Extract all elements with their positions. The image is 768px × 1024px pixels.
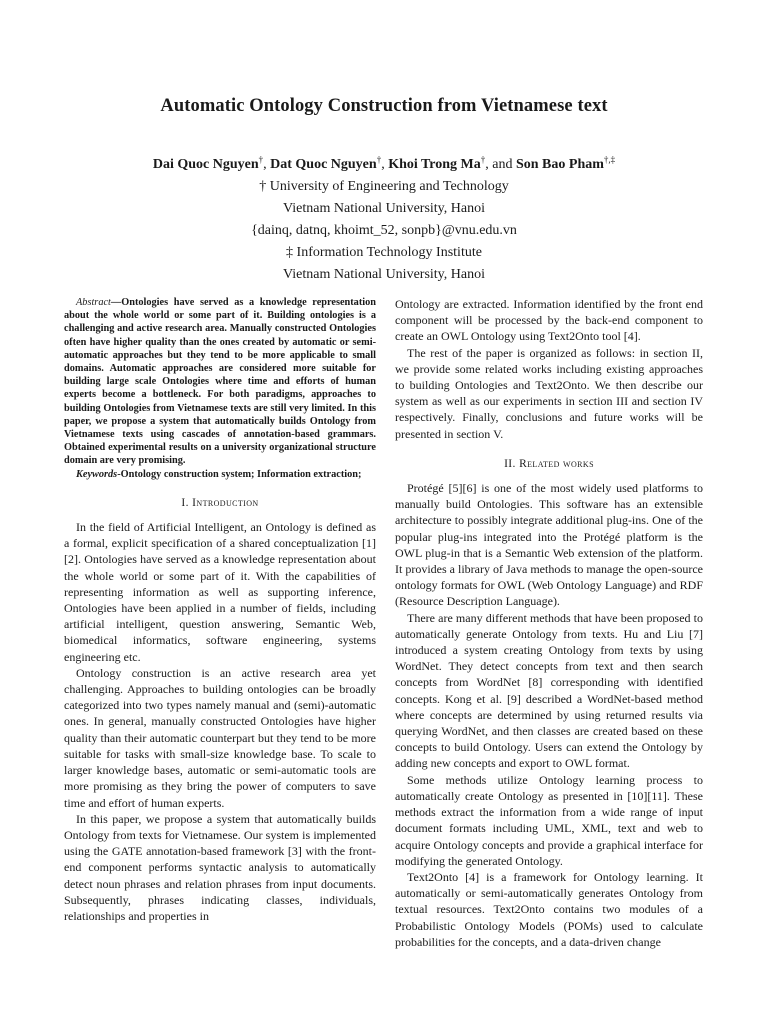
paragraph: There are many different methods that have been proposed to automatically generate Ontology from texts. Hu and Liu [7] introduced a system creating Ontology from texts by using WordNet. They detect concepts from text and then search concepts from WordNet [8] corresponding with identified concepts. Kong et al. [9] described a WordNet-based method where concepts are determined by using returned results via querying WordNet, and then classes are created based on these concepts to build Ontology. Users can extend the Ontology by adding new concepts and export to OWL format. (395, 610, 703, 771)
abstract-text: —Ontologies have served as a knowledge representation about the whole world or some part of it. Building ontologies is a challenging and active research area. Manually constructed Ontologies often have higher quality than the ones created by automatic or semi-automatic approaches but they tend to be more applicable to small domains. Automatic approaches are considered more suitable for building large scale Ontologies where time and efforts of human experts become a bottleneck. For both paradigms, approaches to building Ontologies from Vietnamese texts are still very limited. In this paper, we propose a system that automatically builds Ontology from Vietnamese texts using cascades of annotation-based grammars. Obtained experimental results on a university organizational structure domain are very promising. (64, 297, 376, 467)
paragraph: In this paper, we propose a system that automatically builds Ontology from texts for Vietnamese. Our system is implemented using the GATE annotation-based framework [3] with the front-end component performs syntactic analysis to automatically detect noun phrases and relation phrases from input documents. Subsequently, phrases indicating classes, individuals, relationships and properties in (64, 811, 376, 923)
author-mark: †,‡ (603, 154, 616, 165)
section-heading: I. Introduction (181, 496, 259, 509)
author-separator: , and (485, 157, 516, 172)
author-block (0, 154, 768, 286)
left-column (64, 296, 376, 924)
paragraph: In the field of Artificial Intelligent, an Ontology is defined as a formal, explicit specification of a shared conceptualization [1][2]. Ontologies have served as a knowledge representation about the whole world or some part of it. With the capabilities of representing information as well as supporting inference, Ontologies have been applied in a number of fields, including artificial intelligent, question answering, Semantic Web, biomedical informatics, software engineering, systems engineering etc. (64, 520, 376, 664)
affiliation-line: Vietnam National University, Hanoi (283, 267, 485, 282)
author-emails: {dainq, datnq, khoimt_52, sonpb}@vnu.edu.vn (251, 223, 517, 238)
paragraph: Protégé [5][6] is one of the most widely used platforms to manually build Ontologies. This software has an extensible architecture to possibly integrate additional plug-ins. One of the popular plug-ins integrated into the Protégé platform is the OWL plug-in that is a Semantic Web extension of the platform. It provides a library of Java methods to manage the open-source ontology formats for OWL (Web Ontology Language) and RDF (Resource Description Language). (395, 481, 703, 609)
paragraph: Text2Onto [4] is a framework for Ontology learning. It automatically or semi-automatically generates Ontology from textual resources. Text2Onto contains two modules of a Probabilistic Ontology Models (POMs) used to calculate probabilities for the concepts, and a data-driven change (395, 869, 703, 949)
affiliation-line: Vietnam National University, Hanoi (283, 201, 485, 216)
keywords-text: -Ontology construction system; Information extraction; (117, 468, 362, 480)
paragraph: Ontology construction is an active research area yet challenging. Approaches to building ontologies can be broadly categorized into two types namely manual and (semi)-automatic ones. In general, manually constructed Ontologies have higher quality than their automatic counterpart but they tend to be more suitable for tasks with small-size knowledge base. To scale to larger knowledge bases, automatic or semi-automatic tools are more promising as they bring the power of computers to save time and effort of human experts. (64, 665, 376, 810)
paragraph: The rest of the paper is organized as follows: in section II, we provide some related works including existing approaches to building Ontologies and Text2Onto. We then describe our system as well as our experiments in section III and section IV respectively. Finally, conclusions and future works will be presented in section V. (395, 345, 703, 441)
author-line (0, 154, 768, 176)
paper-title: Automatic Ontology Construction from Vietnamese text (160, 96, 608, 116)
paragraph: Ontology are extracted. Information identified by the front end component will be processed by the back-end component to create an OWL Ontology using Text2Onto tool [4]. (395, 297, 703, 344)
author-name: Dai Quoc Nguyen (152, 157, 259, 172)
author-name: Son Bao Pham (515, 157, 604, 172)
author-separator: , (381, 157, 389, 172)
author-separator: , (263, 157, 271, 172)
keywords (64, 468, 376, 481)
section-heading: II. Related works (504, 457, 594, 470)
affiliation-line: † University of Engineering and Technology (259, 179, 509, 194)
author-mark: † (376, 154, 382, 165)
abstract (64, 296, 376, 468)
author-name: Dat Quoc Nguyen (270, 157, 377, 172)
author-name: Khoi Trong Ma (388, 157, 481, 172)
keywords-label: Keywords (76, 468, 118, 480)
paragraph: Some methods utilize Ontology learning process to automatically create Ontology as presented in [10][11]. These methods extract the information from a wide range of input document formats including UML, XML, text and web to acquire Ontology concepts and provide a graphical interface for modifying the generated Ontology. (395, 772, 703, 868)
author-mark: † (258, 154, 264, 165)
author-mark: † (480, 154, 486, 165)
abstract-label: Abstract (76, 297, 111, 308)
affiliation-line: ‡ Information Technology Institute (286, 245, 482, 260)
right-column (395, 296, 703, 950)
